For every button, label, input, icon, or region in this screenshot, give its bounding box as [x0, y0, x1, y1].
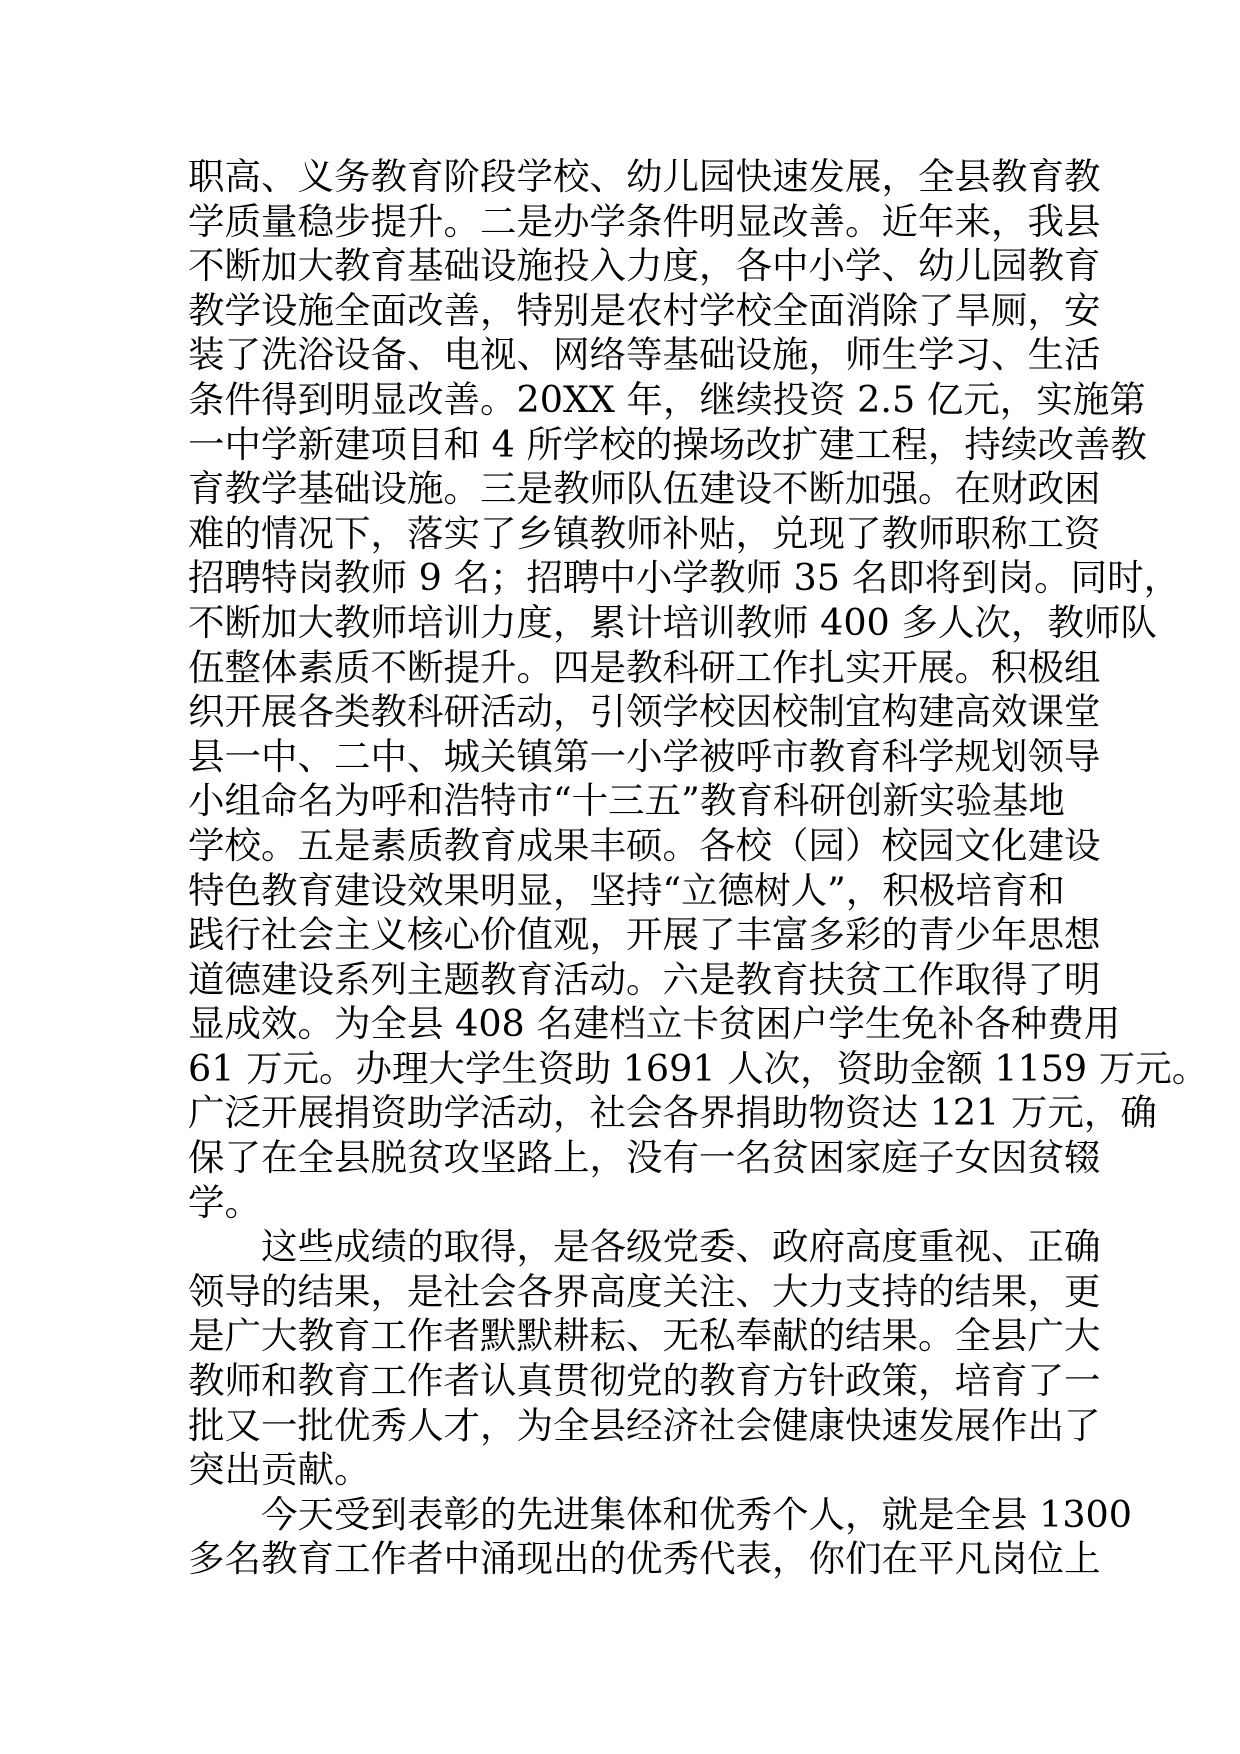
text-line: 不断加大教师培训力度，累计培训教师 400 多人次，教师队 — [188, 600, 1157, 644]
text-line: 教师和教育工作者认真贯彻党的教育方针政策，培育了一 — [188, 1359, 1101, 1403]
text-line: 织开展各类教科研活动，引领学校因校制宜构建高效课堂 — [188, 690, 1101, 734]
body-text — [188, 155, 1209, 1582]
text-line: 招聘特岗教师 9 名；招聘中小学教师 35 名即将到岗。同时， — [188, 556, 1181, 600]
text-line: 61 万元。办理大学生资助 1691 人次，资助金额 1159 万元。 — [188, 1046, 1209, 1090]
text-line: 教学设施全面改善，特别是农村学校全面消除了旱厕，安 — [188, 288, 1101, 332]
text-line: 广泛开展捐资助学活动，社会各界捐助物资达 121 万元，确 — [188, 1091, 1157, 1135]
text-line: 学。 — [188, 1180, 261, 1224]
text-line: 学校。五是素质教育成果丰硕。各校（园）校园文化建设 — [188, 823, 1101, 867]
text-line: 育教学基础设施。三是教师队伍建设不断加强。在财政困 — [188, 467, 1101, 511]
text-line: 今天受到表彰的先进集体和优秀个人，就是全县 1300 — [261, 1492, 1132, 1536]
text-line: 批又一批优秀人才，为全县经济社会健康快速发展作出了 — [188, 1403, 1101, 1447]
text-line: 小组命名为呼和浩特市“十三五”教育科研创新实验基地 — [188, 779, 1065, 823]
text-line: 学质量稳步提升。二是办学条件明显改善。近年来，我县 — [188, 199, 1101, 243]
text-line: 保了在全县脱贫攻坚路上，没有一名贫困家庭子女因贫辍 — [188, 1136, 1101, 1180]
paragraph — [188, 1225, 1101, 1493]
text-line: 一中学新建项目和 4 所学校的操场改扩建工程，持续改善教 — [188, 422, 1147, 466]
text-line: 多名教育工作者中涌现出的优秀代表，你们在平凡岗位上 — [188, 1537, 1101, 1581]
text-line: 显成效。为全县 408 名建档立卡贫困户学生免补各种费用 — [188, 1002, 1121, 1046]
text-line: 职高、义务教育阶段学校、幼儿园快速发展，全县教育教 — [188, 155, 1101, 198]
text-line: 条件得到明显改善。20XX 年，继续投资 2.5 亿元，实施第 — [188, 377, 1146, 421]
text-line: 突出贡献。 — [188, 1448, 371, 1492]
text-line: 特色教育建设效果明显，坚持“立德树人”，积极培育和 — [188, 868, 1065, 912]
text-line: 领导的结果，是社会各界高度关注、大力支持的结果，更 — [188, 1269, 1101, 1313]
text-line: 难的情况下，落实了乡镇教师补贴，兑现了教师职称工资 — [188, 511, 1101, 555]
text-line: 这些成绩的取得，是各级党委、政府高度重视、正确 — [261, 1225, 1101, 1269]
text-line: 践行社会主义核心价值观，开展了丰富多彩的青少年思想 — [188, 913, 1101, 957]
text-line: 是广大教育工作者默默耕耘、无私奉献的结果。全县广大 — [188, 1314, 1101, 1358]
text-line: 装了洗浴设备、电视、网络等基础设施，师生学习、生活 — [188, 333, 1101, 377]
text-line: 道德建设系列主题教育活动。六是教育扶贫工作取得了明 — [188, 957, 1101, 1001]
text-line: 县一中、二中、城关镇第一小学被呼市教育科学规划领导 — [188, 734, 1101, 778]
paragraph — [188, 155, 1209, 1225]
text-line: 伍整体素质不断提升。四是教科研工作扎实开展。积极组 — [188, 645, 1101, 689]
paragraph — [188, 1492, 1132, 1582]
text-line: 不断加大教育基础设施投入力度，各中小学、幼儿园教育 — [188, 244, 1101, 288]
